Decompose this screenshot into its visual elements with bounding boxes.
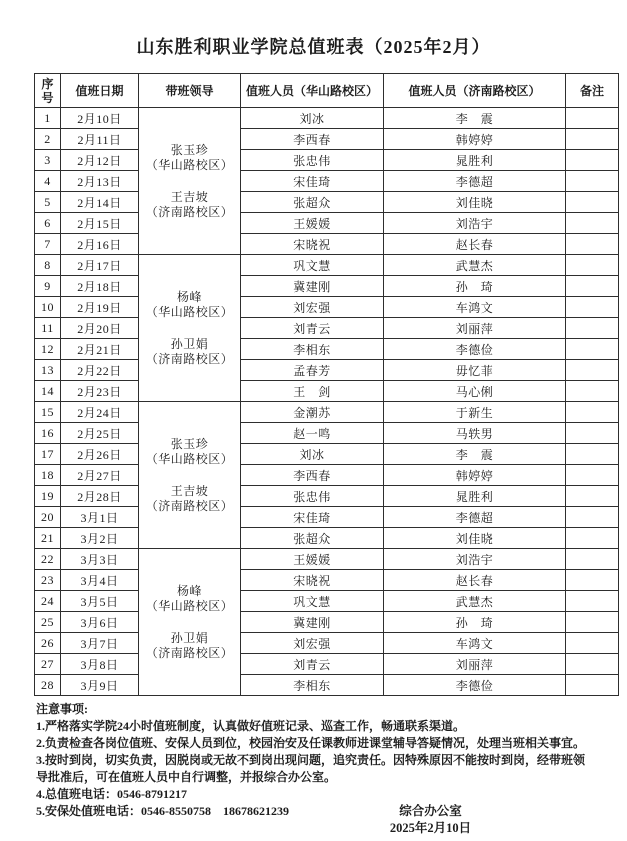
- duty-table: [34, 73, 619, 696]
- remark-cell: [566, 612, 619, 633]
- remark-cell: [566, 276, 619, 297]
- seq-cell: 23: [35, 570, 61, 591]
- huashan-staff-cell: 王媛媛: [241, 213, 384, 234]
- seq-cell: 27: [35, 654, 61, 675]
- leader-cell: [139, 108, 241, 255]
- table-row: [35, 129, 619, 150]
- notes-heading: 注意事项:: [36, 702, 88, 716]
- remark-cell: [566, 150, 619, 171]
- remark-cell: [566, 234, 619, 255]
- jinan-staff-cell: 李 震: [384, 444, 566, 465]
- jinan-staff-cell: 武慧杰: [384, 255, 566, 276]
- seq-cell: 12: [35, 339, 61, 360]
- huashan-staff-cell: 张超众: [241, 528, 384, 549]
- seq-cell: 6: [35, 213, 61, 234]
- date-cell: 2月12日: [61, 150, 139, 171]
- table-row: [35, 507, 619, 528]
- table-row: [35, 339, 619, 360]
- table-row: [35, 465, 619, 486]
- leader-cell: [139, 402, 241, 549]
- huashan-staff-cell: 巩文慧: [241, 255, 384, 276]
- remark-cell: [566, 465, 619, 486]
- remark-cell: [566, 213, 619, 234]
- jinan-staff-cell: 李德俭: [384, 339, 566, 360]
- huashan-staff-cell: 赵一鸣: [241, 423, 384, 444]
- table-row: [35, 591, 619, 612]
- leader-line: （华山路校区）: [145, 304, 234, 319]
- date-cell: 2月24日: [61, 402, 139, 423]
- huashan-staff-cell: 李相东: [241, 675, 384, 696]
- seq-cell: 3: [35, 150, 61, 171]
- remark-cell: [566, 402, 619, 423]
- jinan-staff-cell: 马心俐: [384, 381, 566, 402]
- leader-cell: [139, 549, 241, 696]
- huashan-staff-cell: 李西春: [241, 129, 384, 150]
- date-cell: 2月19日: [61, 297, 139, 318]
- leader-line: 王吉坡: [170, 189, 209, 204]
- seq-cell: 26: [35, 633, 61, 654]
- seq-cell: 9: [35, 276, 61, 297]
- jinan-staff-cell: 李德超: [384, 171, 566, 192]
- jinan-staff-cell: 李 震: [384, 108, 566, 129]
- remark-cell: [566, 528, 619, 549]
- seq-cell: 11: [35, 318, 61, 339]
- remark-cell: [566, 297, 619, 318]
- seq-cell: 5: [35, 192, 61, 213]
- table-row: [35, 486, 619, 507]
- table-row: [35, 570, 619, 591]
- table-row: [35, 276, 619, 297]
- remark-cell: [566, 318, 619, 339]
- jinan-staff-cell: 车鸿文: [384, 297, 566, 318]
- jinan-staff-cell: 刘浩宇: [384, 549, 566, 570]
- huashan-staff-cell: 刘冰: [241, 444, 384, 465]
- leader-line: （济南路校区）: [145, 498, 234, 513]
- date-cell: 2月11日: [61, 129, 139, 150]
- date-cell: 3月2日: [61, 528, 139, 549]
- date-cell: 2月23日: [61, 381, 139, 402]
- duty-table-header: [35, 74, 619, 108]
- leader-line: （济南路校区）: [145, 351, 234, 366]
- col-header-leader: 带班领导: [139, 74, 241, 108]
- remark-cell: [566, 570, 619, 591]
- date-cell: 2月22日: [61, 360, 139, 381]
- date-cell: 2月10日: [61, 108, 139, 129]
- jinan-staff-cell: 赵长春: [384, 234, 566, 255]
- table-row: [35, 402, 619, 423]
- huashan-staff-cell: 张忠伟: [241, 486, 384, 507]
- huashan-staff-cell: 宋佳琦: [241, 171, 384, 192]
- jinan-staff-cell: 赵长春: [384, 570, 566, 591]
- table-row: [35, 108, 619, 129]
- table-row: [35, 234, 619, 255]
- leader-line: （济南路校区）: [145, 204, 234, 219]
- note-item-5: 5.安保处值班电话：0546-8550758 18678621239: [36, 804, 289, 818]
- remark-cell: [566, 486, 619, 507]
- remark-cell: [566, 633, 619, 654]
- huashan-staff-cell: 巩文慧: [241, 591, 384, 612]
- date-cell: 2月28日: [61, 486, 139, 507]
- table-row: [35, 444, 619, 465]
- jinan-staff-cell: 孙 琦: [384, 276, 566, 297]
- jinan-staff-cell: 晁胜利: [384, 150, 566, 171]
- date-cell: 3月1日: [61, 507, 139, 528]
- note-item-2: 2.负责检查各岗位值班、安保人员到位，校园治安及任课教师进课堂辅导答疑情况，处理当班相关事宜。: [36, 736, 586, 750]
- seq-cell: 16: [35, 423, 61, 444]
- seq-cell: 2: [35, 129, 61, 150]
- huashan-staff-cell: 李西春: [241, 465, 384, 486]
- date-cell: 3月3日: [61, 549, 139, 570]
- jinan-staff-cell: 李德俭: [384, 675, 566, 696]
- date-cell: 3月8日: [61, 654, 139, 675]
- seq-cell: 1: [35, 108, 61, 129]
- leader-gap: [140, 173, 239, 190]
- huashan-staff-cell: 李相东: [241, 339, 384, 360]
- seq-cell: 13: [35, 360, 61, 381]
- seq-cell: 14: [35, 381, 61, 402]
- header-row: [35, 74, 619, 108]
- jinan-staff-cell: 刘佳晓: [384, 528, 566, 549]
- table-row: [35, 150, 619, 171]
- huashan-staff-cell: 孟春芳: [241, 360, 384, 381]
- huashan-staff-cell: 宋佳琦: [241, 507, 384, 528]
- seq-cell: 28: [35, 675, 61, 696]
- jinan-staff-cell: 刘丽萍: [384, 318, 566, 339]
- date-cell: 2月25日: [61, 423, 139, 444]
- huashan-staff-cell: 刘青云: [241, 654, 384, 675]
- signature-org: 综合办公室: [399, 804, 462, 818]
- remark-cell: [566, 108, 619, 129]
- leader-cell: [139, 255, 241, 402]
- page-title: 山东胜利职业学院总值班表（2025年2月）: [136, 37, 491, 57]
- huashan-staff-cell: 金潮苏: [241, 402, 384, 423]
- seq-cell: 10: [35, 297, 61, 318]
- leader-line: （华山路校区）: [145, 157, 234, 172]
- seq-cell: 20: [35, 507, 61, 528]
- huashan-staff-cell: 张超众: [241, 192, 384, 213]
- remark-cell: [566, 171, 619, 192]
- leader-gap: [140, 614, 239, 631]
- seq-cell: 4: [35, 171, 61, 192]
- huashan-staff-cell: 宋晓祝: [241, 570, 384, 591]
- table-row: [35, 360, 619, 381]
- huashan-staff-cell: 冀建刚: [241, 612, 384, 633]
- huashan-staff-cell: 王 剑: [241, 381, 384, 402]
- huashan-staff-cell: 刘宏强: [241, 297, 384, 318]
- jinan-staff-cell: 刘丽萍: [384, 654, 566, 675]
- leader-line: 孙卫娟: [170, 630, 209, 645]
- table-row: [35, 255, 619, 276]
- remark-cell: [566, 549, 619, 570]
- date-cell: 2月16日: [61, 234, 139, 255]
- remark-cell: [566, 591, 619, 612]
- jinan-staff-cell: 韩婷婷: [384, 465, 566, 486]
- leader-line: （济南路校区）: [145, 645, 234, 660]
- leader-line: （华山路校区）: [145, 451, 234, 466]
- remark-cell: [566, 339, 619, 360]
- seq-cell: 15: [35, 402, 61, 423]
- table-row: [35, 192, 619, 213]
- col-header-remark: 备注: [566, 74, 619, 108]
- date-cell: 3月5日: [61, 591, 139, 612]
- date-cell: 2月17日: [61, 255, 139, 276]
- table-row: [35, 423, 619, 444]
- table-row: [35, 633, 619, 654]
- date-cell: 2月20日: [61, 318, 139, 339]
- leader-gap: [140, 467, 239, 484]
- col-header-date: 值班日期: [61, 74, 139, 108]
- table-row: [35, 318, 619, 339]
- leader-line: （华山路校区）: [145, 598, 234, 613]
- date-cell: 3月9日: [61, 675, 139, 696]
- jinan-staff-cell: 晁胜利: [384, 486, 566, 507]
- huashan-staff-cell: 刘宏强: [241, 633, 384, 654]
- remark-cell: [566, 192, 619, 213]
- huashan-staff-cell: 刘冰: [241, 108, 384, 129]
- jinan-staff-cell: 李德超: [384, 507, 566, 528]
- date-cell: 3月7日: [61, 633, 139, 654]
- signature-date: 2025年2月10日: [389, 821, 472, 835]
- remark-cell: [566, 381, 619, 402]
- col-header-huashan: 值班人员（华山路校区）: [241, 74, 384, 108]
- huashan-staff-cell: 冀建刚: [241, 276, 384, 297]
- table-row: [35, 675, 619, 696]
- remark-cell: [566, 423, 619, 444]
- date-cell: 2月26日: [61, 444, 139, 465]
- date-cell: 2月15日: [61, 213, 139, 234]
- remark-cell: [566, 255, 619, 276]
- seq-cell: 22: [35, 549, 61, 570]
- table-row: [35, 381, 619, 402]
- note-item-3: 3.按时到岗，切实负责，因脱岗或无故不到岗出现问题，追究责任。因特殊原因不能按时到岗，经带班领导批准后，可在值班人员中自行调整，并报综合办公室。: [36, 753, 586, 784]
- table-row: [35, 612, 619, 633]
- table-row: [35, 528, 619, 549]
- table-row: [35, 297, 619, 318]
- note-item-4: 4.总值班电话：0546-8791217: [36, 787, 187, 801]
- jinan-staff-cell: 毋忆菲: [384, 360, 566, 381]
- table-row: [35, 171, 619, 192]
- remark-cell: [566, 129, 619, 150]
- date-cell: 2月14日: [61, 192, 139, 213]
- table-row: [35, 549, 619, 570]
- leader-line: 杨峰: [176, 583, 202, 598]
- remark-cell: [566, 360, 619, 381]
- date-cell: 2月21日: [61, 339, 139, 360]
- date-cell: 3月4日: [61, 570, 139, 591]
- jinan-staff-cell: 马轶男: [384, 423, 566, 444]
- seq-cell: 7: [35, 234, 61, 255]
- leader-gap: [140, 320, 239, 337]
- duty-table-body: [35, 108, 619, 696]
- leader-line: 王吉坡: [170, 483, 209, 498]
- seq-cell: 24: [35, 591, 61, 612]
- signature-block: [348, 803, 513, 837]
- jinan-staff-cell: 于新生: [384, 402, 566, 423]
- col-header-jinan: 值班人员（济南路校区）: [384, 74, 566, 108]
- huashan-staff-cell: 宋晓祝: [241, 234, 384, 255]
- remark-cell: [566, 507, 619, 528]
- jinan-staff-cell: 武慧杰: [384, 591, 566, 612]
- remark-cell: [566, 444, 619, 465]
- huashan-staff-cell: 张忠伟: [241, 150, 384, 171]
- seq-cell: 8: [35, 255, 61, 276]
- jinan-staff-cell: 车鸿文: [384, 633, 566, 654]
- seq-cell: 21: [35, 528, 61, 549]
- date-cell: 2月27日: [61, 465, 139, 486]
- remark-cell: [566, 675, 619, 696]
- remark-cell: [566, 654, 619, 675]
- seq-cell: 18: [35, 465, 61, 486]
- leader-line: 张玉珍: [170, 436, 209, 451]
- date-cell: 2月13日: [61, 171, 139, 192]
- note-item-1: 1.严格落实学院24小时值班制度，认真做好值班记录、巡查工作，畅通联系渠道。: [36, 719, 466, 733]
- col-header-seq: 序号: [35, 74, 61, 108]
- jinan-staff-cell: 韩婷婷: [384, 129, 566, 150]
- date-cell: 2月18日: [61, 276, 139, 297]
- seq-cell: 25: [35, 612, 61, 633]
- table-row: [35, 654, 619, 675]
- huashan-staff-cell: 王媛媛: [241, 549, 384, 570]
- leader-line: 张玉珍: [170, 142, 209, 157]
- table-row: [35, 213, 619, 234]
- jinan-staff-cell: 刘浩宇: [384, 213, 566, 234]
- leader-line: 杨峰: [176, 289, 202, 304]
- jinan-staff-cell: 刘佳晓: [384, 192, 566, 213]
- seq-cell: 17: [35, 444, 61, 465]
- huashan-staff-cell: 刘青云: [241, 318, 384, 339]
- date-cell: 3月6日: [61, 612, 139, 633]
- jinan-staff-cell: 孙 琦: [384, 612, 566, 633]
- seq-cell: 19: [35, 486, 61, 507]
- leader-line: 孙卫娟: [170, 336, 209, 351]
